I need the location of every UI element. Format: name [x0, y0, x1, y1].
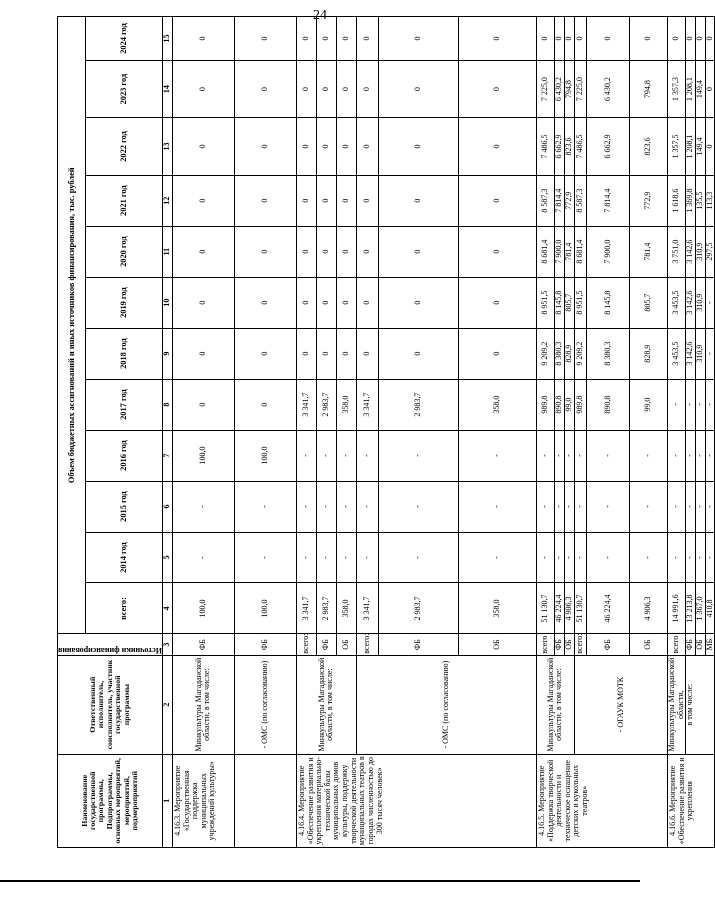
value-cell: 1 208,1 — [686, 60, 696, 117]
value-cell: 4 906,3 — [564, 583, 574, 634]
value-cell: 0 — [172, 118, 234, 175]
value-cell: 0 — [458, 277, 536, 328]
source-cell: ОБ — [629, 634, 667, 655]
value-cell: 14 991,6 — [667, 583, 685, 634]
source-cell: ФБ — [234, 634, 296, 655]
value-cell: 0 — [378, 17, 458, 61]
value-cell: 2 983,7 — [378, 379, 458, 430]
value-cell: 0 — [536, 17, 554, 61]
value-cell: 0 — [234, 277, 296, 328]
column-number: 6 — [162, 481, 172, 532]
value-cell: - — [378, 532, 458, 583]
header-row-1 — [58, 17, 86, 848]
value-cell: 0 — [336, 175, 356, 226]
value-cell: - — [336, 481, 356, 532]
value-cell: 2 983,7 — [378, 583, 458, 634]
value-cell: - — [696, 481, 706, 532]
value-cell: 9 209,2 — [536, 328, 554, 379]
value-cell: - — [378, 481, 458, 532]
value-cell: 0 — [296, 175, 316, 226]
value-cell: 1 357,3 — [667, 60, 685, 117]
value-cell: 0 — [296, 328, 316, 379]
value-cell: 149,4 — [696, 60, 706, 117]
value-cell: 7 814,4 — [554, 175, 564, 226]
column-number: 10 — [162, 277, 172, 328]
value-cell: 0 — [316, 328, 336, 379]
value-cell: 805,7 — [564, 277, 574, 328]
value-cell: - — [234, 532, 296, 583]
value-cell: - — [536, 532, 554, 583]
value-cell: 8 951,5 — [574, 277, 586, 328]
value-cell: - — [564, 430, 574, 481]
value-cell: 7 486,5 — [536, 118, 554, 175]
column-number: 11 — [162, 226, 172, 277]
value-cell: 0 — [564, 17, 574, 61]
table-row — [686, 17, 696, 848]
value-cell: - — [336, 532, 356, 583]
value-cell: 890,8 — [554, 379, 564, 430]
table-row — [172, 17, 234, 848]
value-cell: 2 983,7 — [316, 583, 336, 634]
value-cell: 0 — [172, 328, 234, 379]
value-cell: 0 — [336, 60, 356, 117]
value-cell: 310,9 — [696, 277, 706, 328]
value-cell: 7 900,0 — [554, 226, 564, 277]
value-cell: 2 983,7 — [316, 379, 336, 430]
value-cell: - — [705, 430, 715, 481]
value-cell: 358,0 — [458, 583, 536, 634]
value-cell: 8 145,8 — [586, 277, 629, 328]
value-cell: 8 587,3 — [574, 175, 586, 226]
source-cell: ФБ — [586, 634, 629, 655]
value-cell: 0 — [296, 17, 316, 61]
value-cell: 0 — [378, 60, 458, 117]
header-year: 2014 год — [85, 532, 162, 583]
value-cell: 6 662,9 — [586, 118, 629, 175]
value-cell: - — [234, 481, 296, 532]
value-cell: 0 — [574, 17, 586, 61]
value-cell: 46 224,4 — [586, 583, 629, 634]
value-cell: 358,0 — [336, 379, 356, 430]
executor-cell: - ОМС (по согласованию) — [234, 655, 296, 754]
executor-cell: Минкультуры Магаданской области, в том числе: — [172, 655, 234, 754]
source-cell: ОБ — [696, 634, 706, 655]
value-cell: - — [696, 379, 706, 430]
column-number: 5 — [162, 532, 172, 583]
value-cell: 8 587,3 — [536, 175, 554, 226]
value-cell: 0 — [234, 226, 296, 277]
value-cell: - — [705, 328, 715, 379]
value-cell: 0 — [378, 118, 458, 175]
value-cell: - — [705, 379, 715, 430]
header-group: Объем бюджетных ассигнований и иных источников финансирования, тыс. рублей — [58, 17, 86, 634]
value-cell: 99,0 — [564, 379, 574, 430]
value-cell: 99,0 — [629, 379, 667, 430]
value-cell: 3 341,7 — [296, 583, 316, 634]
value-cell: 410,8 — [705, 583, 715, 634]
activity-name-cell — [234, 754, 296, 847]
value-cell: 772,9 — [629, 175, 667, 226]
value-cell: 51 130,7 — [536, 583, 554, 634]
value-cell: 113,3 — [705, 175, 715, 226]
value-cell: 6 430,2 — [586, 60, 629, 117]
value-cell: 7 225,0 — [536, 60, 554, 117]
value-cell: 0 — [629, 17, 667, 61]
value-cell: 100,0 — [234, 583, 296, 634]
value-cell: 0 — [336, 226, 356, 277]
value-cell: 0 — [296, 277, 316, 328]
value-cell: - — [574, 481, 586, 532]
value-cell: 781,4 — [629, 226, 667, 277]
value-cell: 0 — [356, 175, 378, 226]
value-cell: - — [686, 430, 696, 481]
value-cell: 0 — [554, 17, 564, 61]
header-year: 2017 год — [85, 379, 162, 430]
source-cell: всего: — [356, 634, 378, 655]
value-cell: - — [705, 532, 715, 583]
value-cell: 0 — [378, 277, 458, 328]
value-cell: 100,0 — [172, 430, 234, 481]
value-cell: - — [667, 532, 685, 583]
header-name: Наименование государственной программы, Подпрограммы, основных мероприятий, мероприятий, подмероприятий — [58, 754, 163, 847]
value-cell: 6 662,9 — [554, 118, 564, 175]
value-cell: 0 — [356, 17, 378, 61]
value-cell: - — [564, 532, 574, 583]
value-cell: - — [574, 430, 586, 481]
column-number: 3 — [162, 634, 172, 655]
source-cell: МБ — [705, 634, 715, 655]
value-cell: - — [586, 481, 629, 532]
value-cell: 989,8 — [574, 379, 586, 430]
value-cell: - — [686, 481, 696, 532]
source-cell: ФБ — [686, 634, 696, 655]
value-cell: 0 — [378, 328, 458, 379]
value-cell: - — [705, 481, 715, 532]
value-cell: 1 369,8 — [686, 175, 696, 226]
value-cell: 358,0 — [458, 379, 536, 430]
source-cell: всего — [667, 634, 685, 655]
value-cell: 0 — [234, 175, 296, 226]
value-cell: 46 224,4 — [554, 583, 564, 634]
value-cell: 3 142,6 — [686, 277, 696, 328]
header-year: 2024 год — [85, 17, 162, 61]
value-cell: 0 — [172, 175, 234, 226]
value-cell: 0 — [296, 226, 316, 277]
value-cell: 0 — [234, 118, 296, 175]
value-cell: 0 — [234, 328, 296, 379]
value-cell: 0 — [172, 17, 234, 61]
executor-cell: Минкультуры Магаданской области, в том числе: — [296, 655, 356, 754]
value-cell: - — [536, 481, 554, 532]
value-cell: 0 — [316, 226, 336, 277]
value-cell: 0 — [378, 226, 458, 277]
value-cell: - — [356, 430, 378, 481]
value-cell: - — [554, 481, 564, 532]
value-cell: 3 453,5 — [667, 277, 685, 328]
value-cell: 100,0 — [234, 430, 296, 481]
value-cell: 8 380,3 — [586, 328, 629, 379]
value-cell: 0 — [705, 17, 715, 61]
value-cell: 8 145,8 — [554, 277, 564, 328]
value-cell: - — [696, 532, 706, 583]
header-source: Источники финансирования — [58, 634, 163, 655]
value-cell: 890,8 — [586, 379, 629, 430]
value-cell: 358,0 — [336, 583, 356, 634]
financing-table — [57, 16, 715, 848]
rotated-table-wrapper — [57, 16, 714, 848]
value-cell: - — [356, 532, 378, 583]
value-cell: - — [296, 532, 316, 583]
value-cell: 989,8 — [536, 379, 554, 430]
value-cell: - — [378, 430, 458, 481]
activity-name-cell: 4.16.3. Мероприятие «Государственная поддержка муниципальных учреждений культуры» — [172, 754, 234, 847]
value-cell: 0 — [705, 118, 715, 175]
value-cell: 51 130,7 — [574, 583, 586, 634]
executor-cell: Минкультуры Магаданской области, в том числе: — [536, 655, 574, 754]
value-cell: 0 — [234, 60, 296, 117]
value-cell: 794,8 — [564, 60, 574, 117]
value-cell: 3 142,6 — [686, 328, 696, 379]
value-cell: 0 — [316, 175, 336, 226]
value-cell: 0 — [336, 277, 356, 328]
value-cell: 3 341,7 — [356, 379, 378, 430]
value-cell: - — [705, 277, 715, 328]
value-cell: 0 — [336, 17, 356, 61]
value-cell: 8 951,5 — [536, 277, 554, 328]
value-cell: 3 341,7 — [356, 583, 378, 634]
value-cell: 3 453,5 — [667, 328, 685, 379]
value-cell: 0 — [316, 17, 336, 61]
table-row — [574, 17, 586, 848]
value-cell: - — [458, 481, 536, 532]
column-number: 9 — [162, 328, 172, 379]
value-cell: 0 — [172, 60, 234, 117]
value-cell: 0 — [172, 226, 234, 277]
value-cell: 0 — [686, 17, 696, 61]
value-cell: 794,8 — [629, 60, 667, 117]
value-cell: 0 — [172, 379, 234, 430]
activity-name-cell: 4.16.4. Мероприятие «Обеспечение развития и укрепления материально-технической базы муниципальных домов культуры, поддержку творческой деятельности муниципальных театров в городах численностью до 300 тысяч человек» — [296, 754, 536, 847]
header-total: всего: — [85, 583, 162, 634]
value-cell: 0 — [356, 328, 378, 379]
value-cell: 781,4 — [564, 226, 574, 277]
value-cell: - — [667, 481, 685, 532]
value-cell: - — [316, 481, 336, 532]
activity-name-cell: 4.16.6. Мероприятие «Обеспечение развития и укрепления — [667, 754, 715, 847]
page-number: 24 — [313, 8, 327, 23]
value-cell: 1 208,1 — [686, 118, 696, 175]
source-cell: ФБ — [378, 634, 458, 655]
value-cell: 0 — [356, 226, 378, 277]
column-number: 12 — [162, 175, 172, 226]
value-cell: 0 — [316, 118, 336, 175]
value-cell: - — [667, 379, 685, 430]
value-cell: - — [629, 532, 667, 583]
value-cell: - — [316, 430, 336, 481]
header-year: 2022 год — [85, 118, 162, 175]
value-cell: 805,7 — [629, 277, 667, 328]
value-cell: 310,9 — [696, 226, 706, 277]
value-cell: 0 — [234, 17, 296, 61]
column-number: 15 — [162, 17, 172, 61]
value-cell: - — [554, 532, 564, 583]
header-year: 2021 год — [85, 175, 162, 226]
value-cell: 4 906,3 — [629, 583, 667, 634]
table-row — [296, 17, 316, 848]
value-cell: 0 — [378, 175, 458, 226]
value-cell: - — [574, 532, 586, 583]
value-cell: 0 — [356, 277, 378, 328]
value-cell: 0 — [356, 118, 378, 175]
value-cell: 0 — [458, 175, 536, 226]
value-cell: - — [564, 481, 574, 532]
value-cell: - — [586, 430, 629, 481]
value-cell: 7 486,5 — [574, 118, 586, 175]
value-cell: 297,5 — [705, 226, 715, 277]
column-number: 1 — [162, 754, 172, 847]
value-cell: 0 — [458, 17, 536, 61]
value-cell: 0 — [296, 118, 316, 175]
value-cell: 1 367,0 — [696, 583, 706, 634]
table-row — [667, 17, 685, 848]
value-cell: - — [686, 379, 696, 430]
header-executor: Ответственный исполнитель, соисполнитель, участник государственной программы — [58, 655, 163, 754]
value-cell: 7 900,0 — [586, 226, 629, 277]
value-cell: 0 — [336, 118, 356, 175]
source-cell: всего: — [296, 634, 316, 655]
source-cell: всего: — [574, 634, 586, 655]
value-cell: 149,4 — [696, 118, 706, 175]
value-cell: 7 814,4 — [586, 175, 629, 226]
value-cell: 0 — [234, 379, 296, 430]
source-cell: ОБ — [336, 634, 356, 655]
value-cell: 1 618,6 — [667, 175, 685, 226]
header-year: 2019 год — [85, 277, 162, 328]
table-row — [356, 17, 378, 848]
table-row — [234, 17, 296, 848]
value-cell: 0 — [705, 60, 715, 117]
source-cell: всего — [536, 634, 554, 655]
value-cell: - — [296, 481, 316, 532]
value-cell: 3 341,7 — [296, 379, 316, 430]
value-cell: - — [554, 430, 564, 481]
value-cell: 13 213,8 — [686, 583, 696, 634]
value-cell: 0 — [458, 60, 536, 117]
header-year: 2020 год — [85, 226, 162, 277]
header-year: 2023 год — [85, 60, 162, 117]
header-year: 2018 год — [85, 328, 162, 379]
value-cell: - — [696, 430, 706, 481]
header-year: 2016 год — [85, 430, 162, 481]
value-cell: 6 430,2 — [554, 60, 564, 117]
value-cell: 8 681,4 — [574, 226, 586, 277]
value-cell: 823,6 — [564, 118, 574, 175]
column-number: 4 — [162, 583, 172, 634]
source-cell: ФБ — [172, 634, 234, 655]
value-cell: 0 — [458, 328, 536, 379]
value-cell: - — [316, 532, 336, 583]
value-cell: - — [296, 430, 316, 481]
value-cell: - — [458, 430, 536, 481]
value-cell: 772,9 — [564, 175, 574, 226]
executor-cell: - ОГАУК МОТК — [574, 655, 667, 754]
value-cell: - — [586, 532, 629, 583]
value-cell: 0 — [356, 60, 378, 117]
value-cell: 0 — [316, 60, 336, 117]
value-cell: 823,6 — [629, 118, 667, 175]
activity-name-cell: 4.16.5. Мероприятие «Поддержка творческой деятельности и техническое оснащение детских и кукольных театров» — [536, 754, 667, 847]
value-cell: 1 357,5 — [667, 118, 685, 175]
value-cell: 0 — [586, 17, 629, 61]
value-cell: 3 751,0 — [667, 226, 685, 277]
column-number: 8 — [162, 379, 172, 430]
value-cell: - — [172, 481, 234, 532]
column-number: 7 — [162, 430, 172, 481]
value-cell: - — [629, 481, 667, 532]
value-cell: 310,9 — [696, 328, 706, 379]
value-cell: 0 — [458, 226, 536, 277]
value-cell: 8 681,4 — [536, 226, 554, 277]
value-cell: 828,9 — [564, 328, 574, 379]
value-cell: - — [686, 532, 696, 583]
header-year: 2015 год — [85, 481, 162, 532]
value-cell: 0 — [458, 118, 536, 175]
value-cell: - — [667, 430, 685, 481]
value-cell: - — [356, 481, 378, 532]
executor-cell: Минкультуры Магаданской области, — [667, 655, 685, 754]
value-cell: 9 209,2 — [574, 328, 586, 379]
column-numbers-row — [162, 17, 172, 848]
column-number: 13 — [162, 118, 172, 175]
table-row — [536, 17, 554, 848]
source-cell: ФБ — [316, 634, 336, 655]
value-cell: - — [629, 430, 667, 481]
executor-cell: - ОМС (по согласованию) — [356, 655, 536, 754]
column-number: 14 — [162, 60, 172, 117]
value-cell: 3 142,6 — [686, 226, 696, 277]
value-cell: 0 — [336, 328, 356, 379]
value-cell: 0 — [696, 17, 706, 61]
column-number: 2 — [162, 655, 172, 754]
value-cell: 135,5 — [696, 175, 706, 226]
value-cell: 0 — [667, 17, 685, 61]
value-cell: 100,0 — [172, 583, 234, 634]
value-cell: - — [172, 532, 234, 583]
value-cell: - — [336, 430, 356, 481]
page-bottom-rule — [0, 880, 640, 882]
executor-cell: в том числе: — [686, 655, 715, 754]
value-cell: 0 — [172, 277, 234, 328]
source-cell: ОБ — [564, 634, 574, 655]
value-cell: 0 — [316, 277, 336, 328]
source-cell: ФБ — [554, 634, 564, 655]
value-cell: 828,9 — [629, 328, 667, 379]
value-cell: 8 380,3 — [554, 328, 564, 379]
value-cell: 7 225,0 — [574, 60, 586, 117]
value-cell: - — [458, 532, 536, 583]
value-cell: 0 — [296, 60, 316, 117]
value-cell: - — [536, 430, 554, 481]
source-cell: ОБ — [458, 634, 536, 655]
